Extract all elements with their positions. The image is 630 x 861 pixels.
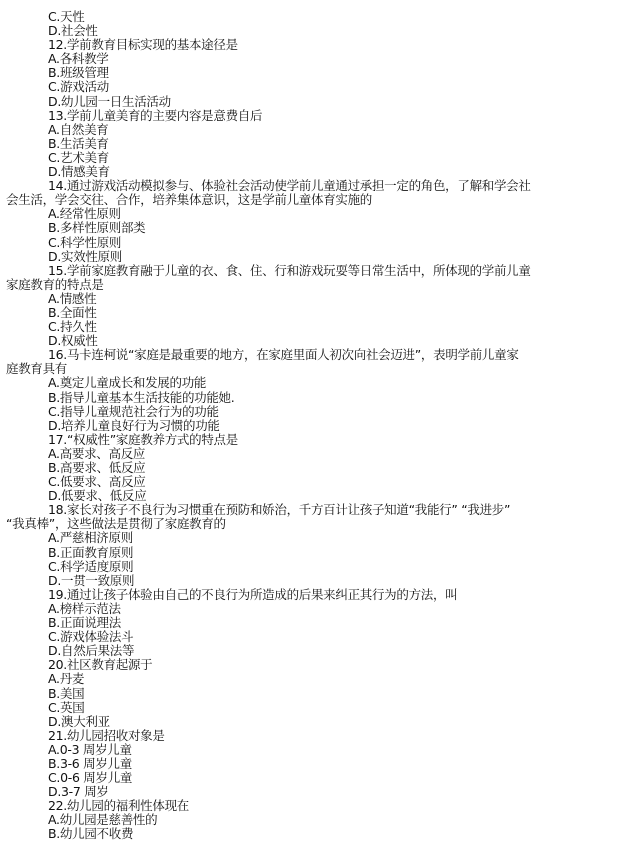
text-line: B.全面性 bbox=[48, 304, 97, 320]
question-text-continuation: 会生活，学会交往、合作，培养集体意识，这是学前儿童体育实施的 bbox=[6, 192, 373, 208]
text-line: D.澳大利亚 bbox=[48, 713, 110, 729]
text-line: B.美国 bbox=[48, 685, 85, 701]
text-line: 15.学前家庭教育融于儿童的衣、食、住、行和游戏玩耍等日常生活中，所体现的学前儿童 bbox=[48, 262, 531, 278]
question-list bbox=[0, 10, 630, 842]
text-line: 21.幼儿园招收对象是 bbox=[48, 727, 165, 743]
text-line: C.游戏体验法斗 bbox=[48, 629, 134, 645]
text-line: A.情感性 bbox=[48, 290, 97, 306]
text-line: B.班级管理 bbox=[48, 65, 109, 81]
text-line: B.多样性原则部类 bbox=[48, 220, 146, 236]
text-line: 13.学前儿童美育的主要内容是意费自后 bbox=[48, 107, 263, 123]
text-line: A.榜样示范法 bbox=[48, 600, 121, 616]
text-line: D.培养儿童良好行为习惯的功能 bbox=[48, 417, 220, 433]
text-line: A.奠定儿童成长和发展的功能 bbox=[48, 375, 207, 391]
text-line: C.指导儿童规范社会行为的功能 bbox=[48, 403, 219, 419]
text-line: A.严慈相济原则 bbox=[48, 530, 133, 546]
text-line: D.幼儿园一日生活活动 bbox=[48, 93, 171, 109]
text-line: B.3-6 周岁儿童 bbox=[48, 755, 132, 771]
text-line: D.3-7 周岁 bbox=[48, 784, 109, 800]
text-line: 17.“权威性”家庭教养方式的特点是 bbox=[48, 431, 238, 447]
text-line: A.幼儿园是慈善性的 bbox=[48, 812, 158, 828]
question-text-continuation: 庭教育具有 bbox=[6, 361, 68, 377]
text-line: C.低要求、高反应 bbox=[48, 474, 146, 490]
text-line: D.一贯一致原则 bbox=[48, 572, 135, 588]
text-line: D.社会性 bbox=[48, 23, 98, 39]
text-line: A.高要求、高反应 bbox=[48, 445, 146, 461]
text-line: C.英国 bbox=[48, 699, 85, 715]
top-margin bbox=[0, 0, 630, 10]
text-line: 16.马卡连柯说“家庭是最重要的地方，在家庭里面人初次向社会迈进”，表明学前儿童家 bbox=[48, 347, 519, 363]
text-line: C.游戏活动 bbox=[48, 79, 109, 95]
text-line: 20.社区教育起源于 bbox=[48, 657, 153, 673]
text-line: 14.通过游戏活动模拟参与、体验社会活动使学前儿童通过承担一定的角色，了解和学会社 bbox=[48, 178, 531, 194]
text-line: 12.学前教育目标实现的基本途径是 bbox=[48, 37, 238, 53]
text-line: C.持久性 bbox=[48, 319, 97, 335]
text-line: B.高要求、低反应 bbox=[48, 460, 146, 475]
text-line: D.自然后果法等 bbox=[48, 643, 135, 659]
text-line: A.各科教学 bbox=[48, 51, 109, 67]
text-line: B.生活美育 bbox=[48, 135, 109, 151]
text-line: D.情感美育 bbox=[48, 164, 110, 180]
text-line: D.实效性原则 bbox=[48, 248, 122, 264]
text-line: C.艺术美育 bbox=[48, 149, 109, 165]
text-line: C.科学性原则 bbox=[48, 234, 122, 250]
text-line: C.天性 bbox=[48, 9, 85, 24]
text-line: B.指导儿童基本生活技能的功能她. bbox=[48, 389, 235, 405]
text-line: A.丹麦 bbox=[48, 671, 85, 687]
text-line: A.0-3 周岁儿童 bbox=[48, 741, 132, 757]
text-line: D.低要求、低反应 bbox=[48, 488, 147, 504]
text-line: 19.通过让孩子体验由自己的不良行为所造成的后果来纠正其行为的方法，叫 bbox=[48, 586, 458, 602]
text-line: B.幼儿园不收费 bbox=[48, 826, 134, 842]
text-line: D.权威性 bbox=[48, 333, 98, 349]
text-line: B.正面说理法 bbox=[48, 615, 121, 631]
text-line: 18.家长对孩子不良行为习惯重在预防和娇治，千方百计让孩子知道“我能行” “我进步” bbox=[48, 502, 511, 518]
question-text-continuation: “我真棒”，这些做法是贯彻了家庭教育的 bbox=[6, 516, 226, 532]
text-line: A.经常性原则 bbox=[48, 206, 121, 222]
question-text-continuation: 家庭教育的特点是 bbox=[6, 276, 104, 292]
text-line: 22.幼儿园的福利性体现在 bbox=[48, 798, 189, 814]
text-line: B.正面教育原则 bbox=[48, 544, 134, 560]
text-line: C.科学适度原则 bbox=[48, 558, 134, 574]
text-line: A.自然美育 bbox=[48, 121, 109, 137]
text-line: C.0-6 周岁儿童 bbox=[48, 770, 133, 786]
